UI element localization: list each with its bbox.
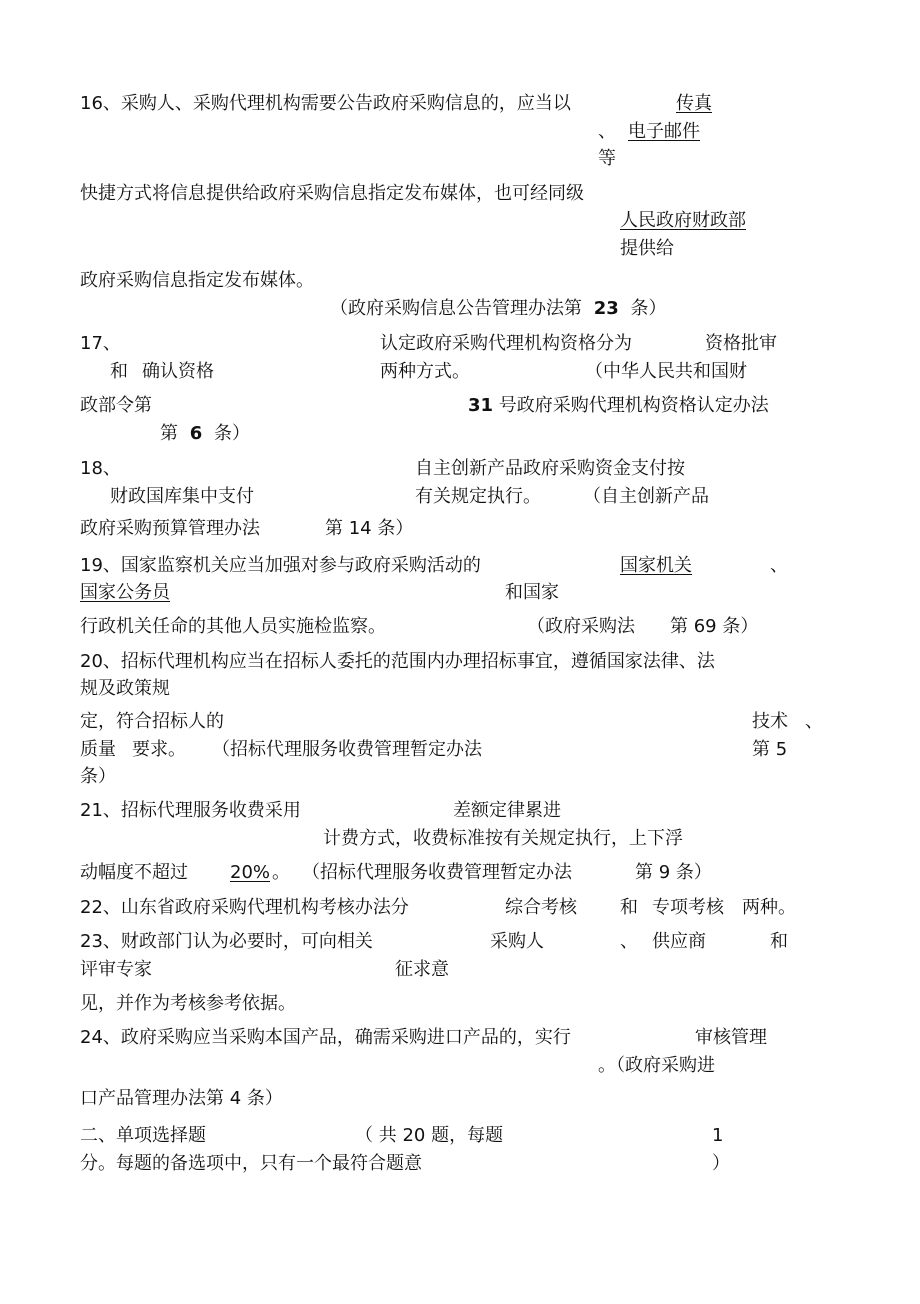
q18-ref-line2: 政府采购预算管理办法	[80, 518, 260, 539]
q17-answer1: 资格批审	[705, 333, 777, 354]
q19-answer1: 国家机关	[620, 555, 692, 576]
q20-ref: （招标代理服务收费管理暂定办法	[212, 739, 482, 760]
q17-ref-line3	[160, 425, 250, 443]
q19-separator: 、	[770, 555, 788, 576]
q17-ref-title: 号政府采购代理机构资格认定办法	[498, 395, 769, 416]
q24-ref-start: 。（政府采购进	[598, 1055, 715, 1076]
q21-answer1: 差额定律累进	[453, 800, 561, 821]
q24-line1: 24、政府采购应当采购本国产品，确需采购进口产品的，实行	[80, 1027, 571, 1048]
q20-line3: 定，符合招标人的	[80, 711, 224, 732]
q20-yaoqiu: 要求。	[132, 739, 186, 760]
q20-line1: 20、招标代理机构应当在招标人委托的范围内办理招标事宜，遵循国家法律、法	[80, 651, 715, 672]
q23-he: 和	[770, 931, 788, 952]
q17-line2: 两种方式。	[380, 361, 470, 382]
q16-ref-text: （政府采购信息公告管理办法第	[330, 298, 582, 319]
q22-answer2: 专项考核	[652, 897, 724, 918]
q19-heguojia: 和国家	[505, 582, 559, 603]
q20-line2: 规及政策规	[80, 678, 170, 699]
q18-answer1: 财政国库集中支付	[110, 486, 254, 507]
section2-line2: 分。每题的备选项中，只有一个最符合题意	[80, 1153, 422, 1174]
q23-answer2: 供应商	[652, 931, 706, 952]
q23-answer1: 采购人	[490, 931, 544, 952]
q17-number: 17、	[80, 333, 121, 354]
q21-answer2: 20%	[230, 862, 271, 883]
q17-ref-num6: 6	[189, 423, 203, 444]
q16-line3: 政府采购信息指定发布媒体。	[80, 270, 314, 291]
q16-line2: 快捷方式将信息提供给政府采购信息指定发布媒体，也可经同级	[80, 183, 584, 204]
q16-reference	[330, 300, 667, 318]
q22-line1: 22、山东省政府采购代理机构考核办法分	[80, 897, 409, 918]
q19-ref-law: （政府采购法	[527, 616, 635, 637]
q16-tigonggei: 提供给	[620, 238, 674, 259]
q17-ref-num31: 31	[468, 395, 494, 416]
q20-ref-tiao: 条）	[80, 766, 116, 787]
q20-answer2: 质量	[80, 739, 116, 760]
q17-ref-start: （中华人民共和国财	[585, 361, 747, 382]
section2-close: ）	[712, 1153, 730, 1174]
q21-line3: 动幅度不超过	[80, 862, 188, 883]
q22-answer1: 综合考核	[505, 897, 577, 918]
q17-ref-di: 第	[160, 423, 178, 444]
q19-line1: 19、国家监察机关应当加强对参与政府采购活动的	[80, 555, 481, 576]
section2-one: 1	[712, 1125, 724, 1146]
q17-answer2: 确认资格	[142, 361, 214, 382]
q23-answer3: 评审专家	[80, 959, 152, 980]
q21-period: 。	[272, 862, 290, 883]
q23-line1: 23、财政部门认为必要时，可向相关	[80, 931, 373, 952]
q24-answer1: 审核管理	[695, 1027, 767, 1048]
q21-ref-article: 第 9 条）	[635, 862, 712, 883]
q23-separator: 、	[620, 931, 638, 952]
q21-line1: 21、招标代理服务收费采用	[80, 800, 301, 821]
q16-answer-email: 电子邮件	[628, 121, 700, 142]
q22-end: 两种。	[742, 897, 796, 918]
q18-line1: 自主创新产品政府采购资金支付按	[415, 458, 685, 479]
q21-ref: （招标代理服务收费管理暂定办法	[302, 862, 572, 883]
q21-line2: 计费方式，收费标准按有关规定执行，上下浮	[323, 828, 683, 849]
q17-line1: 认定政府采购代理机构资格分为	[380, 333, 632, 354]
q23-line3: 见，并作为考核参考依据。	[80, 993, 296, 1014]
q17-ref-line2: 政部令第	[80, 395, 152, 416]
section2-title: 二、单项选择题	[80, 1125, 206, 1146]
q18-ref-start: （自主创新产品	[583, 486, 709, 507]
q16-answer-finance: 人民政府财政部	[620, 210, 746, 231]
q16-ref-num: 23	[593, 298, 619, 319]
q19-line2: 行政机关任命的其他人员实施检监察。	[80, 616, 386, 637]
q18-number: 18、	[80, 458, 121, 479]
q17-ref-line2b	[468, 397, 769, 415]
q22-he: 和	[620, 897, 638, 918]
q16-deng: 等	[598, 148, 616, 169]
q16-line1: 16、采购人、采购代理机构需要公告政府采购信息的，应当以	[80, 93, 571, 114]
q23-zhengqiuyi: 征求意	[395, 959, 449, 980]
q18-ref-article: 第 14 条）	[325, 518, 414, 539]
q24-ref-line2: 口产品管理办法第 4 条）	[80, 1088, 283, 1109]
q19-answer2: 国家公务员	[80, 582, 170, 603]
q16-ref-end: 条）	[630, 298, 667, 319]
q20-answer1: 技术	[752, 711, 788, 732]
q16-separator: 、	[598, 121, 616, 142]
q19-ref-article: 第 69 条）	[670, 616, 759, 637]
section2-count: （ 共 20 题，每题	[355, 1125, 504, 1146]
q17-ref-tiao: 条）	[214, 423, 250, 444]
q20-ref-di: 第 5	[752, 739, 788, 760]
q16-answer-fax: 传真	[676, 93, 712, 114]
q17-he: 和	[110, 361, 128, 382]
q20-separator: 、	[805, 711, 823, 732]
q18-line2: 有关规定执行。	[415, 486, 541, 507]
